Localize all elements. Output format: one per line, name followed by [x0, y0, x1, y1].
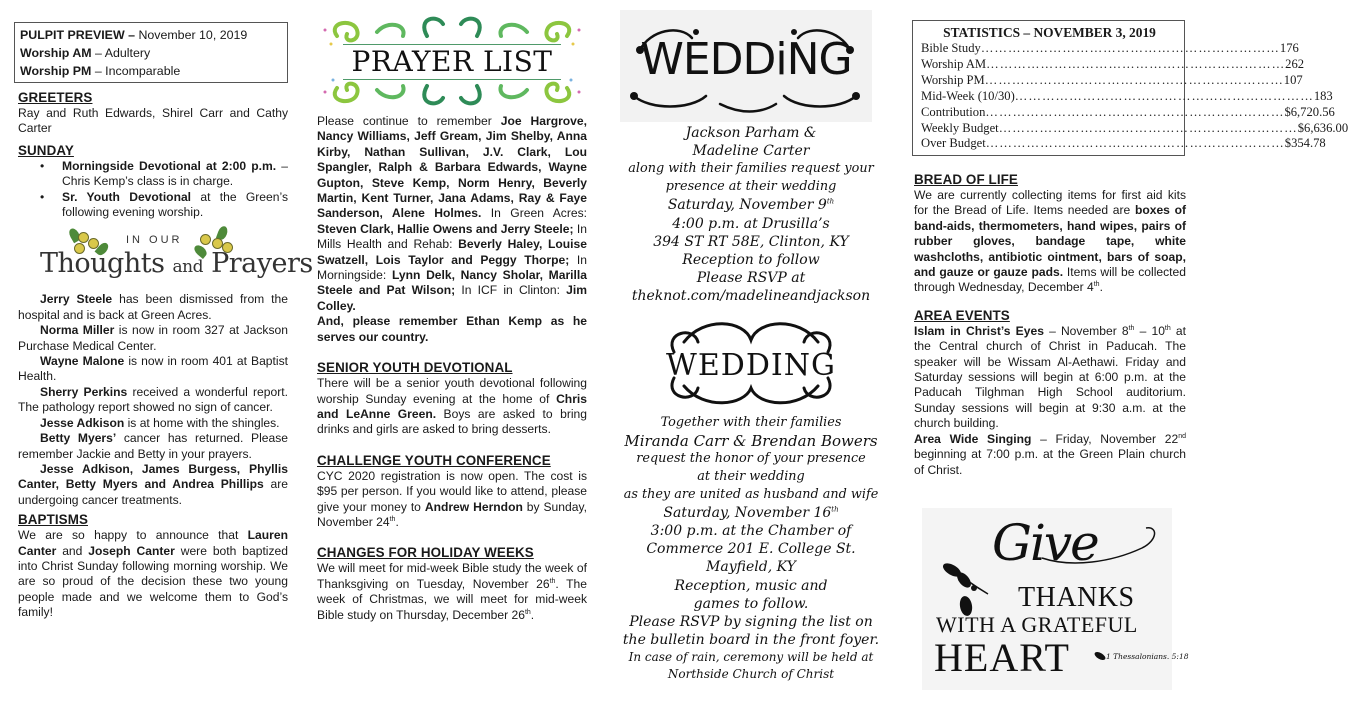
wedding-2-line: 3:00 p.m. at the Chamber of	[650, 523, 852, 540]
wedding-1-line: along with their families request your	[628, 161, 874, 177]
in-our-text: IN OUR	[126, 234, 183, 247]
area-events-heading: AREA EVENTS	[914, 307, 1010, 323]
wedding-2-line: Reception, music and	[674, 577, 828, 594]
wedding-1-date: Saturday, November 9th	[667, 197, 835, 214]
holiday-heading: CHANGES FOR HOLIDAY WEEKS	[317, 545, 534, 561]
prayer-list-text: Please continue to remember Joe Hargrove, Nancy Williams, Jeff Gream, Jim Shelby, Anna Kirby, Nathan Sullivan, J.V. Clark, Lou Spangler, Ralph & Barbara Edwards, Wayne Gupton, Steve Kemp, Norm Henry, Beverly Martin, Kent Turner, Jana Adams, Ray & Faye Sanderson, Alene Holmes. In Green Acres: Steven Clark, Hallie Owens and Jerry Steele; In Mills Health and Rehab: Beverly Haley, Louise Swatzell, Lois Taylor and Peggy Thorpe; In Morningside: Lynn Delk, Nancy Sholar, Marilla Steele and Pat Wilson; In ICF in Clinton: Jim Colley.	[317, 114, 587, 313]
thoughts-and-prayers-title: Thoughts and Prayers	[40, 248, 313, 280]
column-4	[912, 0, 1348, 712]
wedding-2-date: Saturday, November 16th	[663, 504, 839, 521]
heart-text: HEART	[934, 635, 1070, 680]
wedding-1-line: Please RSVP at	[696, 270, 806, 287]
statistics-box	[912, 20, 1348, 156]
bread-of-life-heading: BREAD OF LIFE	[914, 172, 1018, 187]
sunday-heading: SUNDAY	[18, 142, 74, 158]
thoughts-item: Jesse Adkison, James Burgess, Phyllis Canter, Betty Myers and Andrea Phillips are undergoing cancer treatments.	[18, 461, 288, 507]
prayer-list-title: PRAYER LIST	[343, 44, 561, 80]
statistics-row: Bible Study ………………………………………………………… 176	[921, 41, 1299, 55]
statistics-row: Mid-Week (10/30) ………………………………………………………… 183	[921, 88, 1333, 103]
bread-of-life-text: We are currently collecting items for first aid kits for the Bread of Life. Items needed are boxes of band-aids, thermometers, hand wipes, pairs of rubber gloves, bandage tape, white washcloths, antibiotic ointment, bars of soap, and gauze or gauze pads. Items will be collected through Wednesday, December 4th.	[914, 188, 1186, 295]
baptisms-text: We are so happy to announce that Lauren Canter and Joseph Canter were both baptized into Christ Sunday following morning worship. We are so proud of the decision these two young people made and we welcome them to God’s family!	[18, 528, 288, 620]
wedding-2-line: as they are united as husband and wife	[623, 486, 879, 502]
wedding-2-line: Together with their families	[660, 414, 842, 430]
wedding-art-2	[614, 312, 888, 414]
holiday-text: We will meet for mid-week Bible study the week of Thanksgiving on Tuesday, November 26th. The week of Christmas, we will meet for mid-week Bible study on Thursday, December 26th.	[317, 561, 587, 622]
wedding-2-line: Northside Church of Christ	[667, 667, 835, 682]
statistics-row: Worship AM ………………………………………………………… 262	[921, 56, 1305, 71]
wedding-1-line: Reception to follow	[682, 252, 820, 269]
baptisms-heading: BAPTISMS	[18, 512, 88, 528]
thoughts-item: Betty Myers’ cancer has returned. Please remember Jackie and Betty in your prayers.	[18, 431, 289, 461]
cyc-heading: CHALLENGE YOUTH CONFERENCE	[317, 452, 551, 468]
wedding-art-1-title: WEDDiNG	[640, 34, 852, 85]
statistics-row: Contribution ………………………………………………………… $6,720.56	[921, 104, 1335, 119]
statistics-title: STATISTICS – NOVEMBER 3, 2019	[943, 25, 1156, 40]
worship-pm-line: Worship PM – Incomparable	[20, 64, 181, 78]
column-2	[317, 0, 587, 712]
wedding-2-line: the bulletin board in the front foyer.	[622, 632, 880, 649]
thoughts-item: Wayne Malone is now in room 401 at Baptist Health.	[18, 354, 288, 384]
area-event-item: Islam in Christ’s Eyes – November 8th – 10th at the Central church of Christ in Paducah. The speaker will be Wissam Al-Aethawi. Friday and Saturday sessions will begin at 6:00 p.m. at the Paducah Tilghman High School auditorium. Sunday sessions will begin at 9:30 a.m. at the church building.	[914, 323, 1186, 431]
wedding-2-line: request the honor of your presence	[636, 450, 866, 466]
wedding-2-line: In case of rain, ceremony will be held at	[628, 650, 874, 665]
column-3	[614, 0, 888, 712]
wedding-2-line: at their wedding	[697, 468, 805, 484]
wedding-1-announcement	[614, 124, 888, 306]
wedding-1-line: Jackson Parham &	[685, 125, 817, 141]
wedding-1-rsvp-link: theknot.com/madelineandjackson	[631, 288, 871, 305]
thoughts-item: Norma Miller is now in room 327 at Jackson Purchase Medical Center.	[18, 323, 288, 353]
sunday-list	[36, 159, 288, 221]
thanks-text: THANKS	[1018, 582, 1135, 613]
greeters-text: Ray and Ruth Edwards, Shirel Carr and Cathy Carter	[18, 106, 288, 136]
thoughts-item: Jesse Adkison is at home with the shingles.	[40, 415, 280, 430]
wedding-2-line: Commerce 201 E. College St.	[646, 541, 856, 558]
pulpit-preview-box	[14, 22, 288, 83]
thoughts-item: Sherry Perkins received a wonderful report. The pathology report showed no sign of cancer.	[18, 384, 288, 415]
wedding-1-line: 4:00 p.m. at Drusilla’s	[672, 215, 830, 232]
senior-youth-heading: SENIOR YOUTH DEVOTIONAL	[317, 360, 513, 376]
give-text: Give	[992, 514, 1098, 572]
wedding-1-line: presence at their wedding	[665, 179, 837, 195]
thoughts-list	[18, 292, 288, 508]
with-a-grateful-text: WITH A GRATEFUL	[936, 612, 1138, 637]
wedding-2-line: games to follow.	[693, 595, 809, 612]
wedding-2-names: Miranda Carr & Brendan Bowers	[624, 431, 878, 450]
wedding-1-line: Madeline Carter	[692, 143, 810, 160]
sunday-item: • Morningside Devotional at 2:00 p.m. – Chris Kemp’s class is in charge.	[36, 159, 288, 190]
prayer-list-art	[317, 14, 587, 106]
wedding-art-2-title: WEDDING	[666, 347, 836, 383]
scripture-reference: 1 Thessalonians. 5:18	[1106, 652, 1189, 661]
wedding-art-1	[620, 10, 872, 122]
wedding-2-line: Mayfield, KY	[706, 559, 796, 576]
thoughts-item: Jerry Steele has been dismissed from the hospital and is back at Green Acres.	[18, 292, 288, 322]
statistics-row: Worship PM ………………………………………………………… 107	[921, 72, 1303, 87]
wedding-2-line: Please RSVP by signing the list on	[629, 614, 873, 631]
senior-youth-text: There will be a senior youth devotional following worship Sunday evening at the home of Chris and LeAnne Green. Boys are asked to bring drinks and girls are asked to bring desserts.	[317, 376, 587, 437]
statistics-row: Over Budget ………………………………………………………… $354.78	[921, 136, 1326, 151]
sunday-item: • Sr. Youth Devotional at the Green’s following evening worship.	[36, 190, 288, 221]
pulpit-preview-line: PULPIT PREVIEW – November 10, 2019	[20, 28, 248, 42]
statistics-row: Weekly Budget ………………………………………………………… $6,636.00	[921, 120, 1348, 135]
worship-am-line: Worship AM – Adultery	[20, 46, 151, 60]
give-thanks-art	[922, 508, 1189, 690]
thoughts-and-prayers-art	[18, 226, 313, 290]
prayer-list-closing: And, please remember Ethan Kemp as he serves our country.	[317, 314, 587, 344]
cyc-text: CYC 2020 registration is now open. The cost is $95 per person. If you would like to attend, please give your money to Andrew Herndon by Sunday, November 24th.	[317, 468, 587, 529]
area-event-item: Area Wide Singing – Friday, November 22nd beginning at 7:00 p.m. at the Green Plain church of Christ.	[914, 431, 1187, 477]
greeters-heading: GREETERS	[18, 90, 93, 105]
wedding-2-announcement	[614, 414, 888, 684]
wedding-1-line: 394 ST RT 58E, Clinton, KY	[653, 233, 849, 250]
column-1	[14, 0, 313, 712]
